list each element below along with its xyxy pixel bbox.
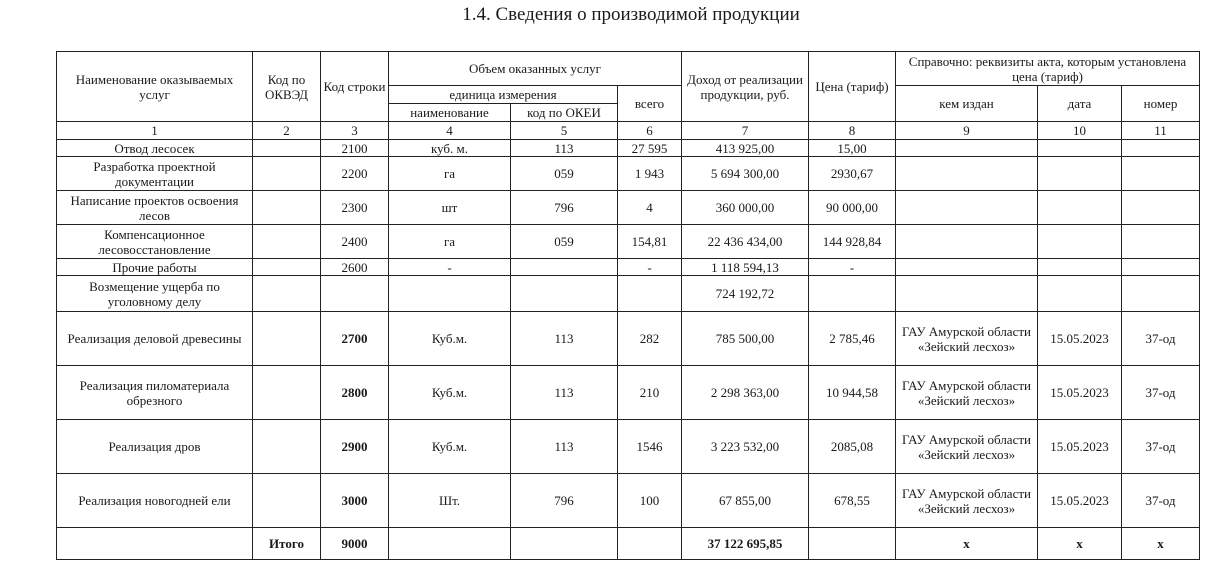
- header-issued-by: кем издан: [896, 86, 1038, 122]
- col-num: 4: [389, 122, 511, 140]
- column-numbers-row: [57, 122, 1200, 140]
- row-income: 2 298 363,00: [682, 366, 809, 420]
- table-row: [57, 191, 1200, 225]
- table-row: [57, 259, 1200, 276]
- col-num: 1: [57, 122, 253, 140]
- row-total: 282: [618, 312, 682, 366]
- table-row: [57, 225, 1200, 259]
- row-code: 3000: [321, 474, 389, 528]
- row-name: Реализация пиломатериала обрезного: [57, 366, 253, 420]
- row-okved: [253, 276, 321, 312]
- row-unit: [389, 276, 511, 312]
- row-name: Возмещение ущерба по уголовному делу: [57, 276, 253, 312]
- row-code: 2900: [321, 420, 389, 474]
- row-total: 4: [618, 191, 682, 225]
- row-date: 15.05.2023: [1038, 366, 1122, 420]
- row-date: [1038, 191, 1122, 225]
- row-issued: ГАУ Амурской области «Зейский лесхоз»: [896, 312, 1038, 366]
- row-unit: шт: [389, 191, 511, 225]
- header-date: дата: [1038, 86, 1122, 122]
- row-issued: [896, 157, 1038, 191]
- row-code: 2700: [321, 312, 389, 366]
- row-issued: ГАУ Амурской области «Зейский лесхоз»: [896, 420, 1038, 474]
- header-income: Доход от реализации продукции, руб.: [682, 52, 809, 122]
- row-income: 360 000,00: [682, 191, 809, 225]
- row-price: [809, 276, 896, 312]
- row-name: Реализация новогодней ели: [57, 474, 253, 528]
- row-unit: Куб.м.: [389, 312, 511, 366]
- row-okei: [511, 259, 618, 276]
- header-name: Наименование оказываемых услуг: [57, 52, 253, 122]
- row-date: 15.05.2023: [1038, 420, 1122, 474]
- row-okved: [253, 312, 321, 366]
- row-price: 144 928,84: [809, 225, 896, 259]
- header-okved: Код по ОКВЭД: [253, 52, 321, 122]
- row-price: 2930,67: [809, 157, 896, 191]
- row-okei: 059: [511, 157, 618, 191]
- row-price: 10 944,58: [809, 366, 896, 420]
- row-price: 678,55: [809, 474, 896, 528]
- col-num: 6: [618, 122, 682, 140]
- table-row: [57, 312, 1200, 366]
- row-income: 724 192,72: [682, 276, 809, 312]
- row-issued: ГАУ Амурской области «Зейский лесхоз»: [896, 474, 1038, 528]
- total-empty: [809, 528, 896, 560]
- row-name: Компенсационное лесовосстановление: [57, 225, 253, 259]
- row-price: 15,00: [809, 140, 896, 157]
- row-income: 413 925,00: [682, 140, 809, 157]
- total-empty: [57, 528, 253, 560]
- row-issued: [896, 259, 1038, 276]
- row-number: 37-од: [1122, 312, 1200, 366]
- header-line-code: Код строки: [321, 52, 389, 122]
- row-unit: -: [389, 259, 511, 276]
- header-total: всего: [618, 86, 682, 122]
- col-num: 11: [1122, 122, 1200, 140]
- row-unit: Куб.м.: [389, 420, 511, 474]
- total-issued: x: [896, 528, 1038, 560]
- row-name: Прочие работы: [57, 259, 253, 276]
- row-unit: Шт.: [389, 474, 511, 528]
- col-num: 3: [321, 122, 389, 140]
- row-okved: [253, 140, 321, 157]
- row-price: -: [809, 259, 896, 276]
- total-empty: [618, 528, 682, 560]
- col-num: 2: [253, 122, 321, 140]
- row-name: Реализация деловой древесины: [57, 312, 253, 366]
- row-issued: [896, 276, 1038, 312]
- row-okei: 059: [511, 225, 618, 259]
- row-okved: [253, 225, 321, 259]
- row-total: 1 943: [618, 157, 682, 191]
- row-name: Разработка проектной документации: [57, 157, 253, 191]
- table-row: [57, 420, 1200, 474]
- row-total: 27 595: [618, 140, 682, 157]
- col-num: 8: [809, 122, 896, 140]
- row-okei: 796: [511, 191, 618, 225]
- row-number: [1122, 276, 1200, 312]
- row-number: [1122, 140, 1200, 157]
- row-unit: Куб.м.: [389, 366, 511, 420]
- row-number: [1122, 157, 1200, 191]
- total-row: [57, 528, 1200, 560]
- row-date: 15.05.2023: [1038, 474, 1122, 528]
- row-okei: [511, 276, 618, 312]
- row-code: 2100: [321, 140, 389, 157]
- row-okei: 113: [511, 420, 618, 474]
- row-code: 2300: [321, 191, 389, 225]
- row-total: -: [618, 259, 682, 276]
- row-income: 3 223 532,00: [682, 420, 809, 474]
- row-unit: га: [389, 157, 511, 191]
- row-date: 15.05.2023: [1038, 312, 1122, 366]
- header-unit-name: наименование: [389, 104, 511, 122]
- row-income: 22 436 434,00: [682, 225, 809, 259]
- row-income: 1 118 594,13: [682, 259, 809, 276]
- table-row: [57, 276, 1200, 312]
- row-okei: 113: [511, 366, 618, 420]
- col-num: 9: [896, 122, 1038, 140]
- production-table: [56, 51, 1200, 560]
- row-code: [321, 276, 389, 312]
- row-okved: [253, 366, 321, 420]
- row-unit: куб. м.: [389, 140, 511, 157]
- row-price: 2 785,46: [809, 312, 896, 366]
- page-title: 1.4. Сведения о производимой продукции: [462, 4, 800, 25]
- row-date: [1038, 140, 1122, 157]
- row-okved: [253, 259, 321, 276]
- total-income: 37 122 695,85: [682, 528, 809, 560]
- row-okei: 113: [511, 312, 618, 366]
- col-num: 5: [511, 122, 618, 140]
- row-issued: [896, 191, 1038, 225]
- col-num: 7: [682, 122, 809, 140]
- table-row: [57, 157, 1200, 191]
- table-row: [57, 474, 1200, 528]
- row-okved: [253, 157, 321, 191]
- row-total: 154,81: [618, 225, 682, 259]
- total-empty: [389, 528, 511, 560]
- total-label: Итого: [253, 528, 321, 560]
- row-number: [1122, 191, 1200, 225]
- row-date: [1038, 157, 1122, 191]
- row-code: 2600: [321, 259, 389, 276]
- row-okved: [253, 474, 321, 528]
- header-number: номер: [1122, 86, 1200, 122]
- row-total: 1546: [618, 420, 682, 474]
- row-code: 2400: [321, 225, 389, 259]
- row-okei: 796: [511, 474, 618, 528]
- header-unit: единица измерения: [389, 86, 618, 104]
- row-income: 67 855,00: [682, 474, 809, 528]
- row-total: [618, 276, 682, 312]
- row-okei: 113: [511, 140, 618, 157]
- table-row: [57, 366, 1200, 420]
- header-ref: Справочно: реквизиты акта, которым установлена цена (тариф): [896, 52, 1200, 86]
- row-name: Реализация дров: [57, 420, 253, 474]
- header-price: Цена (тариф): [809, 52, 896, 122]
- row-date: [1038, 276, 1122, 312]
- row-total: 210: [618, 366, 682, 420]
- row-okved: [253, 420, 321, 474]
- row-code: 2200: [321, 157, 389, 191]
- row-date: [1038, 259, 1122, 276]
- row-price: 2085,08: [809, 420, 896, 474]
- row-income: 5 694 300,00: [682, 157, 809, 191]
- row-date: [1038, 225, 1122, 259]
- row-name: Написание проектов освоения лесов: [57, 191, 253, 225]
- row-issued: [896, 140, 1038, 157]
- row-name: Отвод лесосек: [57, 140, 253, 157]
- header-unit-okei: код по ОКЕИ: [511, 104, 618, 122]
- total-number: x: [1122, 528, 1200, 560]
- row-number: 37-од: [1122, 420, 1200, 474]
- row-income: 785 500,00: [682, 312, 809, 366]
- row-price: 90 000,00: [809, 191, 896, 225]
- row-number: [1122, 225, 1200, 259]
- table-row: [57, 140, 1200, 157]
- row-number: 37-од: [1122, 474, 1200, 528]
- row-issued: ГАУ Амурской области «Зейский лесхоз»: [896, 366, 1038, 420]
- row-number: 37-од: [1122, 366, 1200, 420]
- row-number: [1122, 259, 1200, 276]
- total-code: 9000: [321, 528, 389, 560]
- col-num: 10: [1038, 122, 1122, 140]
- row-code: 2800: [321, 366, 389, 420]
- row-okved: [253, 191, 321, 225]
- row-unit: га: [389, 225, 511, 259]
- row-issued: [896, 225, 1038, 259]
- total-empty: [511, 528, 618, 560]
- total-date: x: [1038, 528, 1122, 560]
- row-total: 100: [618, 474, 682, 528]
- header-volume: Объем оказанных услуг: [389, 52, 682, 86]
